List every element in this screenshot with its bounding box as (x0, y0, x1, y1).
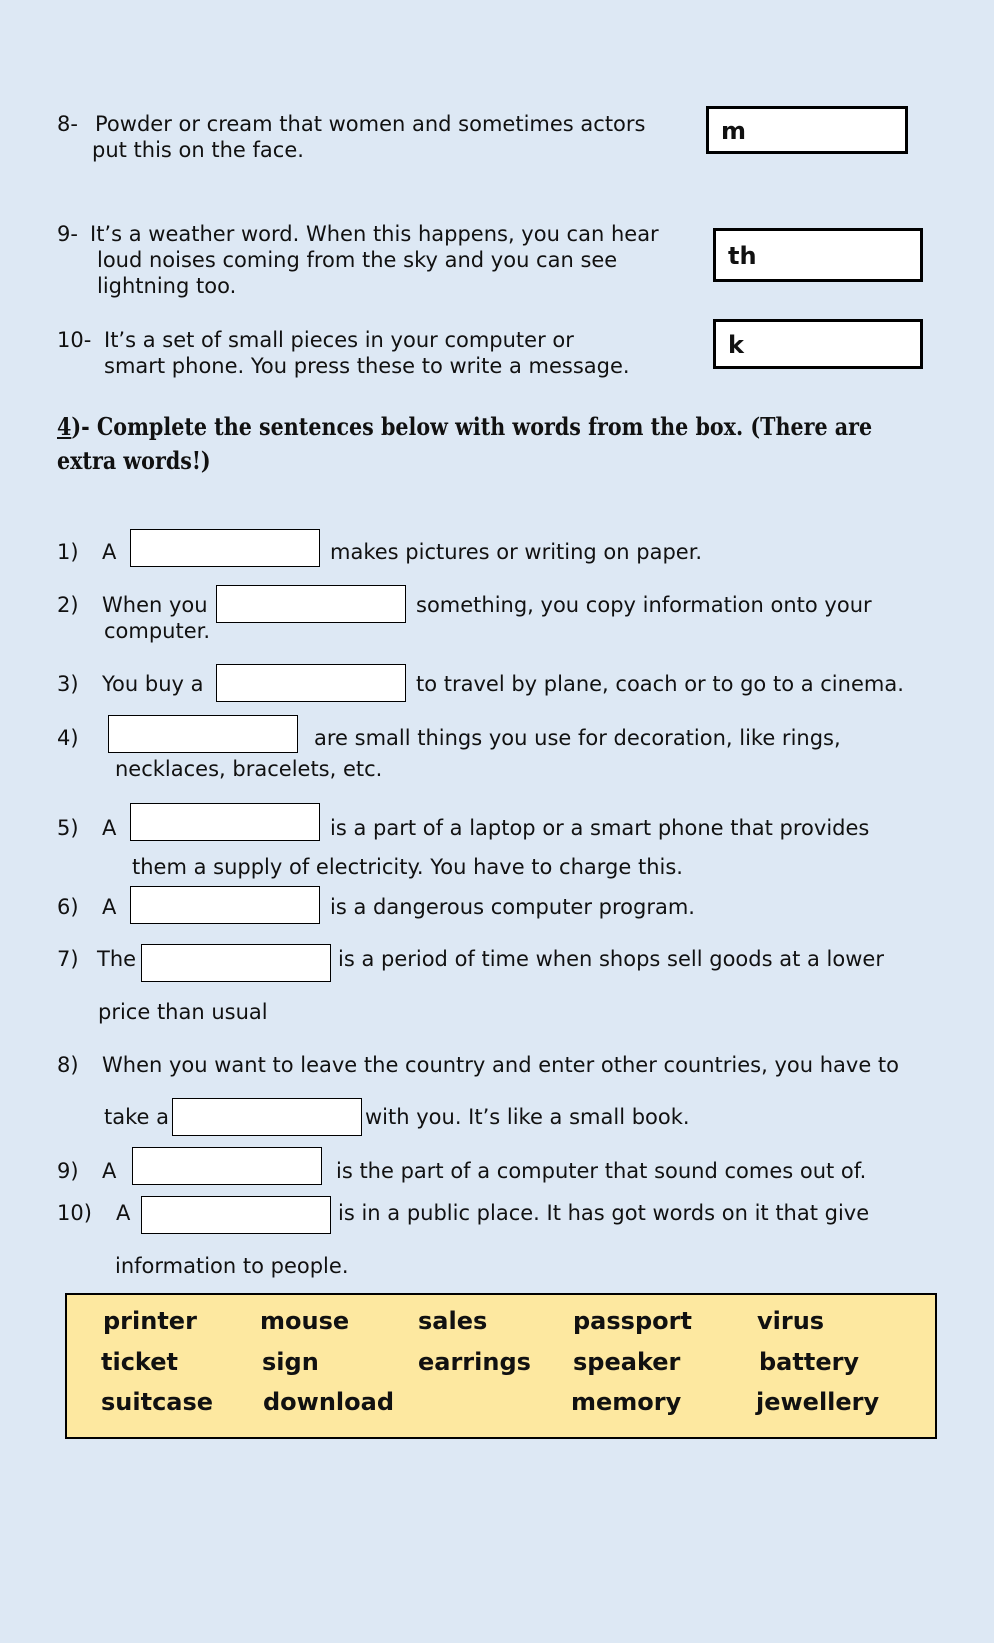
clue-text: smart phone. You press these to write a message. (104, 354, 630, 378)
clue-text: lightning too. (97, 274, 237, 298)
answer-blank-9[interactable] (132, 1147, 322, 1185)
sentence-text: makes pictures or writing on paper. (330, 540, 703, 564)
section-title-text: )- Complete the sentences below with words from the box. (There are (71, 412, 873, 441)
clue-text: Powder or cream that women and sometimes actors (95, 112, 646, 136)
word-option[interactable]: ticket (101, 1348, 178, 1376)
word-box (65, 1293, 937, 1439)
clue-10 (57, 327, 630, 378)
sentence-text: to travel by plane, coach or to go to a cinema. (416, 672, 904, 696)
sentence-number: 9) (57, 1159, 79, 1183)
word-option[interactable]: memory (571, 1388, 682, 1416)
sentence-text: is in a public place. It has got words on it that give (338, 1201, 870, 1225)
clue-8 (57, 111, 646, 162)
clue-text: put this on the face. (92, 138, 304, 162)
word-option[interactable]: printer (103, 1307, 197, 1335)
sentence-number: 4) (57, 726, 79, 750)
answer-blank-7[interactable] (141, 944, 331, 982)
sentence-text: take a (104, 1105, 169, 1129)
sentence-text: necklaces, bracelets, etc. (115, 757, 383, 781)
section-title (57, 410, 917, 478)
hint-letters: k (728, 331, 744, 359)
sentence-text: is a period of time when shops sell goods at a lower (338, 947, 884, 971)
sentence-number: 7) (57, 947, 79, 971)
sentence-text: is the part of a computer that sound comes out of. (336, 1159, 867, 1183)
sentence-number: 6) (57, 895, 79, 919)
page-edge (994, 0, 1000, 1643)
clue-number: 10- (57, 328, 92, 352)
sentence-text: price than usual (98, 1000, 268, 1024)
clue-9 (57, 221, 659, 298)
word-option[interactable]: battery (759, 1348, 860, 1376)
hint-letters: th (728, 242, 757, 270)
sentence-number: 5) (57, 816, 79, 840)
sentence-text: A (102, 540, 117, 564)
answer-blank-6[interactable] (130, 886, 320, 924)
answer-blank-5[interactable] (130, 803, 320, 841)
sentence-text: computer. (104, 619, 211, 643)
word-option[interactable]: speaker (573, 1348, 681, 1376)
sentence-text: is a dangerous computer program. (330, 895, 695, 919)
word-option[interactable]: download (263, 1388, 395, 1416)
answer-blank-4[interactable] (108, 715, 298, 753)
word-option[interactable]: passport (573, 1307, 692, 1335)
answer-blank-10[interactable] (141, 1196, 331, 1234)
hint-letters: m (721, 117, 747, 145)
word-option[interactable]: virus (757, 1307, 825, 1335)
sentence-text: is a part of a laptop or a smart phone that provides (330, 816, 870, 840)
sentence-number: 2) (57, 593, 79, 617)
word-option[interactable]: jewellery (756, 1388, 880, 1416)
sentence-text: When you (102, 593, 208, 617)
sentence-text: information to people. (115, 1254, 349, 1278)
section-title-line2: extra words!) (57, 446, 211, 475)
sentence-text: When you want to leave the country and enter other countries, you have to (102, 1053, 899, 1077)
answer-box-8[interactable] (706, 106, 908, 154)
answer-blank-1[interactable] (130, 529, 320, 567)
answer-blank-2[interactable] (216, 585, 406, 623)
clue-text: loud noises coming from the sky and you can see (97, 248, 618, 272)
word-option[interactable]: mouse (260, 1307, 350, 1335)
sentence-text: are small things you use for decoration, like rings, (314, 726, 841, 750)
answer-box-9[interactable] (713, 228, 923, 282)
sentence-text: A (102, 816, 117, 840)
clue-text: It’s a set of small pieces in your computer or (104, 328, 574, 352)
sentence-number: 3) (57, 672, 79, 696)
sentence-number: 10) (57, 1201, 92, 1225)
sentence-number: 8) (57, 1053, 79, 1077)
sentence-number: 1) (57, 540, 79, 564)
sentence-text: A (102, 895, 117, 919)
word-option[interactable]: sign (262, 1348, 319, 1376)
sentence-text: with you. It’s like a small book. (365, 1105, 690, 1129)
answer-box-10[interactable] (713, 319, 923, 369)
clue-number: 9- (57, 222, 78, 246)
clue-number: 8- (57, 112, 78, 136)
word-option[interactable]: earrings (418, 1348, 531, 1376)
clue-text: It’s a weather word. When this happens, you can hear (90, 222, 659, 246)
sentence-text: A (102, 1159, 117, 1183)
answer-blank-3[interactable] (216, 664, 406, 702)
sentence-text: You buy a (102, 672, 204, 696)
answer-blank-8[interactable] (172, 1098, 362, 1136)
word-option[interactable]: suitcase (101, 1388, 214, 1416)
sentence-text: something, you copy information onto your (416, 593, 872, 617)
sentence-text: them a supply of electricity. You have to charge this. (132, 855, 683, 879)
section-number: 4 (57, 412, 72, 441)
word-option[interactable]: sales (418, 1307, 488, 1335)
sentence-text: The (97, 947, 137, 971)
sentence-text: A (116, 1201, 131, 1225)
